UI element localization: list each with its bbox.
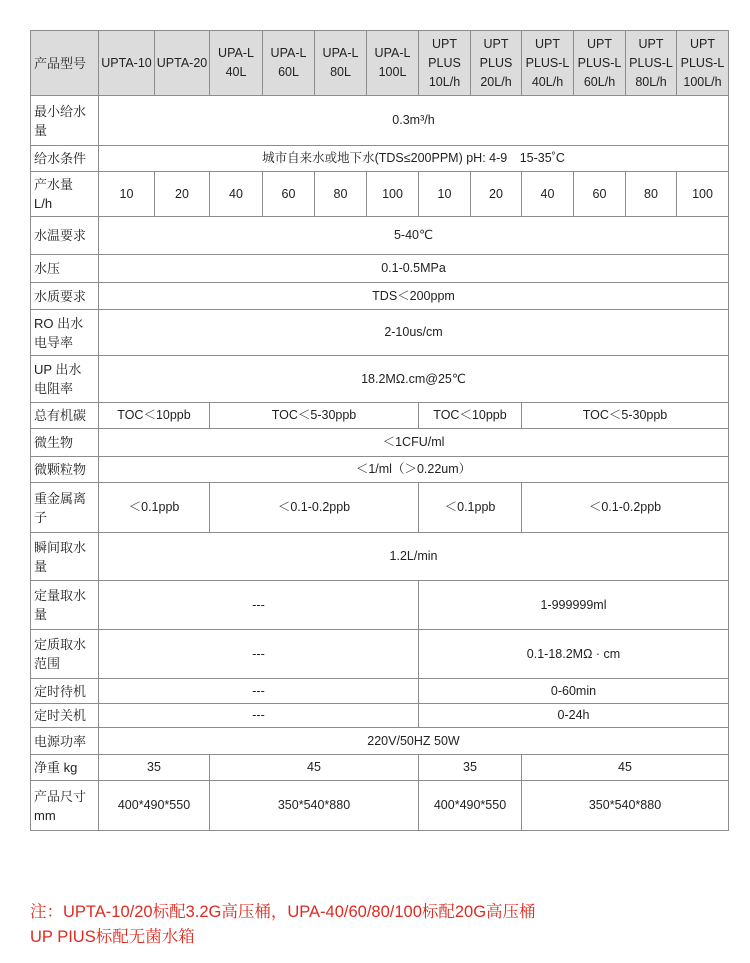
value-cell [210, 172, 263, 217]
value-cell [263, 172, 315, 217]
value-cell [419, 781, 522, 831]
table-row [31, 581, 729, 630]
row-label-cell-text: 最小给水量 [34, 103, 87, 138]
model-header-cell-text: UPT PLUS-L 60L/h [577, 36, 622, 89]
value-cell [210, 781, 419, 831]
model-header-cell [315, 31, 367, 96]
value-cell-text: --- [252, 597, 265, 612]
table-row [31, 146, 729, 172]
value-cell-text: 0-24h [557, 708, 590, 722]
row-label-cell-text: 定时关机 [34, 708, 87, 723]
value-cell-text: 18.2MΩ.cm@25℃ [361, 371, 466, 386]
row-label-cell-text: 定质取水 范围 [34, 637, 87, 671]
value-cell-text: 35 [463, 760, 477, 774]
row-label-cell [31, 217, 99, 255]
model-header-cell-text: UPT PLUS-L 100L/h [680, 36, 725, 89]
row-label-cell [31, 146, 99, 172]
row-label-cell-text: 总有机碳 [34, 408, 87, 423]
row-label-cell-text: 水温要求 [34, 228, 87, 243]
value-cell [522, 403, 729, 429]
model-header-cell [210, 31, 263, 96]
value-cell-text: ＜1CFU/ml [382, 435, 445, 449]
row-label-cell-text: 水压 [34, 261, 61, 276]
row-label-cell [31, 679, 99, 704]
value-cell [677, 172, 729, 217]
row-label-cell-text: RO 出水 电导率 [34, 315, 84, 350]
value-cell-text: 5-40℃ [393, 228, 434, 242]
value-cell [99, 483, 210, 533]
value-cell [419, 704, 729, 728]
row-label-cell [31, 96, 99, 146]
model-header-cell [677, 31, 729, 96]
value-cell [522, 781, 729, 831]
model-header-cell [263, 31, 315, 96]
value-cell [99, 429, 729, 457]
value-cell-text: 0-60min [550, 683, 597, 698]
value-cell [99, 283, 729, 310]
row-label-cell [31, 283, 99, 310]
model-header-cell-text: UPT PLUS 20L/h [479, 36, 513, 89]
row-label-cell-text: 给水条件 [34, 151, 87, 166]
row-label-cell [31, 755, 99, 781]
value-cell [99, 356, 729, 403]
model-header-cell-text: UPT PLUS-L 40L/h [525, 36, 570, 89]
value-cell-text: --- [252, 683, 265, 698]
table-row [31, 704, 729, 728]
row-label-cell-text: 微生物 [34, 435, 74, 450]
value-cell [419, 403, 522, 429]
value-cell-text: 10 [437, 186, 452, 201]
value-cell [210, 755, 419, 781]
value-cell [99, 310, 729, 356]
value-cell [419, 679, 729, 704]
model-header-cell [522, 31, 574, 96]
spec-table-body [31, 31, 729, 831]
header-label-cell-text: 产品型号 [34, 55, 87, 71]
table-row [31, 728, 729, 755]
table-row [31, 283, 729, 310]
model-header-cell-text: UPT PLUS-L 80L/h [629, 36, 673, 89]
model-header-cell-text: UPTA-10 [101, 55, 152, 70]
row-label-cell-text: 产水量 L/h [34, 177, 74, 211]
table-row [31, 457, 729, 483]
value-cell [522, 172, 574, 217]
row-label-cell [31, 356, 99, 403]
value-cell-text: TOC＜5-30ppb [271, 408, 357, 422]
header-row [31, 31, 729, 96]
value-cell-text: 60 [592, 186, 607, 201]
value-cell-text: ＜0.1-0.2ppb [588, 500, 662, 514]
value-cell [99, 755, 210, 781]
value-cell-text: TDS＜200ppm [372, 288, 455, 303]
table-row [31, 310, 729, 356]
row-label-cell [31, 483, 99, 533]
value-cell-text: 35 [147, 760, 161, 774]
table-row [31, 483, 729, 533]
row-label-cell [31, 533, 99, 581]
value-cell [419, 630, 729, 679]
row-label-cell-text: 重金属离 子 [34, 490, 87, 525]
row-label-cell [31, 581, 99, 630]
value-cell-text: 40 [229, 186, 243, 201]
model-header-cell-text: UPA-L 60L [270, 46, 307, 79]
value-cell [210, 403, 419, 429]
model-header-cell [367, 31, 419, 96]
table-row [31, 403, 729, 429]
model-header-cell-text: UPA-L 40L [218, 46, 254, 79]
row-label-cell [31, 172, 99, 217]
value-cell-text: 40 [540, 186, 555, 201]
value-cell-text: 1.2L/min [389, 549, 438, 563]
value-cell [626, 172, 677, 217]
value-cell [99, 679, 419, 704]
row-label-cell [31, 429, 99, 457]
value-cell [574, 172, 626, 217]
value-cell [99, 457, 729, 483]
model-header-cell [574, 31, 626, 96]
row-label-cell-text: 定量取水 量 [34, 588, 87, 622]
value-cell [522, 483, 729, 533]
row-label-cell-text: 净重 kg [34, 760, 78, 775]
value-cell-text: 2-10us/cm [384, 325, 443, 339]
value-cell-text: --- [252, 708, 265, 722]
value-cell-text: --- [252, 646, 265, 661]
table-row [31, 630, 729, 679]
value-cell [419, 581, 729, 630]
value-cell-text: 1-999999ml [540, 597, 607, 612]
row-label-cell-text: 水质要求 [34, 288, 87, 304]
row-label-cell-text: 电源功率 [34, 733, 87, 749]
value-cell-text: 10 [119, 186, 134, 201]
model-header-cell [155, 31, 210, 96]
value-cell [471, 172, 522, 217]
table-row [31, 96, 729, 146]
value-cell-text: 80 [333, 186, 348, 201]
value-cell-text: ＜1/ml（＞0.22um） [355, 462, 472, 476]
model-header-cell-text: UPA-L 80L [322, 46, 359, 79]
value-cell [419, 172, 471, 217]
value-cell-text: TOC＜10ppb [433, 408, 507, 422]
row-label-cell-text: 产品尺寸 mm [34, 788, 87, 823]
table-row [31, 172, 729, 217]
table-row [31, 533, 729, 581]
model-header-cell-text: UPTA-20 [156, 55, 208, 70]
footnote-line-2: UP PIUS标配无菌水箱 [30, 928, 195, 946]
value-cell-text: 0.3m³/h [392, 113, 435, 127]
value-cell-text: 400*490*550 [433, 798, 507, 812]
spec-table [30, 30, 729, 831]
value-cell-text: 100 [382, 186, 403, 201]
row-label-cell [31, 728, 99, 755]
footnote [30, 900, 730, 950]
value-cell-text: 400*490*550 [117, 798, 191, 812]
row-label-cell-text: 定时待机 [34, 683, 87, 699]
model-header-cell [419, 31, 471, 96]
row-label-cell [31, 457, 99, 483]
value-cell [99, 781, 210, 831]
value-cell [419, 755, 522, 781]
row-label-cell-text: 微颗粒物 [34, 462, 87, 477]
model-header-cell-text: UPA-L 100L [374, 46, 411, 79]
value-cell [99, 581, 419, 630]
header-label-cell [31, 31, 99, 96]
value-cell-text: 0.1-0.5MPa [381, 261, 446, 275]
value-cell-text: 45 [307, 760, 321, 774]
row-label-cell [31, 630, 99, 679]
value-cell [99, 172, 155, 217]
model-header-cell [99, 31, 155, 96]
model-header-cell [471, 31, 522, 96]
value-cell [99, 255, 729, 283]
row-label-cell [31, 781, 99, 831]
value-cell-text: ＜0.1ppb [444, 500, 496, 514]
value-cell [367, 172, 419, 217]
value-cell [99, 217, 729, 255]
value-cell-text: 城市自来水或地下水(TDS≤200PPM) pH: 4-9 15-35˚C [262, 151, 565, 165]
row-label-cell [31, 704, 99, 728]
value-cell-text: 20 [175, 186, 189, 201]
row-label-cell [31, 403, 99, 429]
value-cell [210, 483, 419, 533]
table-row [31, 429, 729, 457]
value-cell-text: 45 [618, 760, 632, 774]
value-cell [155, 172, 210, 217]
value-cell-text: 220V/50HZ 50W [367, 733, 460, 748]
value-cell [99, 403, 210, 429]
table-row [31, 679, 729, 704]
value-cell-text: TOC＜5-30ppb [582, 408, 668, 422]
value-cell [522, 755, 729, 781]
value-cell-text: TOC＜10ppb [117, 408, 191, 422]
value-cell [315, 172, 367, 217]
table-row [31, 755, 729, 781]
value-cell-text: 350*540*880 [277, 798, 351, 812]
model-header-cell [626, 31, 677, 96]
value-cell [99, 146, 729, 172]
row-label-cell [31, 310, 99, 356]
value-cell [99, 96, 729, 146]
value-cell-text: ＜0.1ppb [128, 500, 180, 514]
table-row [31, 255, 729, 283]
value-cell-text: ＜0.1-0.2ppb [277, 500, 351, 514]
value-cell-text: 60 [281, 186, 296, 201]
table-row [31, 217, 729, 255]
value-cell-text: 350*540*880 [588, 798, 662, 812]
value-cell [99, 630, 419, 679]
value-cell-text: 80 [644, 186, 658, 201]
footnote-line-1: 注：UPTA-10/20标配3.2G高压桶，UPA-40/60/80/100标配20G高压桶 [30, 903, 536, 921]
table-row [31, 356, 729, 403]
model-header-cell-text: UPT PLUS 10L/h [428, 36, 461, 89]
table-row [31, 781, 729, 831]
value-cell [99, 533, 729, 581]
value-cell [419, 483, 522, 533]
row-label-cell [31, 255, 99, 283]
value-cell [99, 704, 419, 728]
row-label-cell-text: 瞬间取水 量 [34, 539, 87, 574]
value-cell [99, 728, 729, 755]
row-label-cell-text: UP 出水 电阻率 [34, 362, 82, 396]
value-cell-text: 0.1-18.2MΩ · cm [526, 646, 621, 661]
value-cell-text: 20 [489, 186, 503, 201]
value-cell-text: 100 [692, 186, 713, 201]
